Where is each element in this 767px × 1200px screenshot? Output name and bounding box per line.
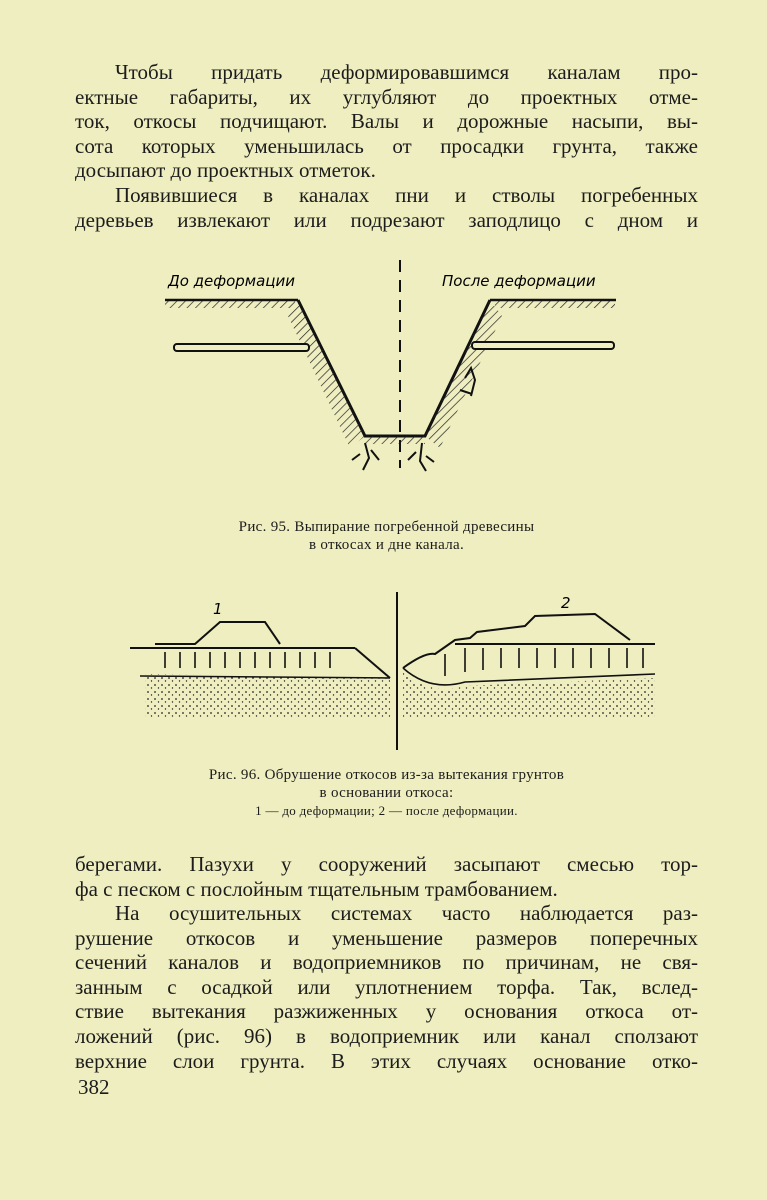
- slope-hatch-right: [425, 300, 502, 448]
- figure-95-diagram: [160, 258, 630, 493]
- caption-line: Рис. 95. Выпирание погребенной древесины: [238, 519, 535, 535]
- text-line: ложений (рис. 96) в водоприемник или канал сползают: [75, 1023, 698, 1048]
- paragraph-last: [75, 901, 698, 1073]
- text-line: ектные габариты, их углубляют до проектных отме-: [75, 84, 698, 109]
- root-right: [408, 443, 434, 471]
- text-line: рушение откосов и уменьшение размеров поперечных: [75, 925, 698, 950]
- embankment-before: [155, 622, 280, 644]
- paragraph-top: [75, 60, 698, 183]
- sand-layer-left: [145, 674, 390, 717]
- buried-log-left: [174, 344, 309, 351]
- label-before-deformation: До деформации: [168, 272, 296, 290]
- caption-legend: 1 — до деформации; 2 — после деформации.: [255, 803, 518, 818]
- text-line: верхние слои грунта. В этих случаях основание отко-: [75, 1048, 698, 1073]
- slope-hatch-left: [288, 300, 365, 448]
- bottom-hatch: [365, 436, 425, 444]
- paragraph-bottom: [75, 852, 698, 901]
- text-line: ток, откосы подчищают. Валы и дорожные насыпи, вы-: [75, 109, 698, 134]
- embankment-after: [403, 614, 630, 668]
- text-line: сечений каналов и водоприемников по причинам, не свя-: [75, 950, 698, 975]
- text-line: деревьев извлекают или подрезают заподлицо с дном и: [75, 207, 698, 232]
- marker-2: 2: [561, 594, 571, 612]
- caption-line: в откосах и дне канала.: [308, 537, 464, 553]
- slope-left: [355, 648, 390, 678]
- text-line: досыпают до проектных отметок.: [75, 158, 376, 183]
- label-after-deformation: После деформации: [442, 272, 596, 290]
- text-line: На осушительных системах часто наблюдается раз-: [115, 901, 698, 925]
- buried-log-right: [472, 342, 614, 349]
- text-line: берегами. Пазухи у сооружений засыпают смесью тор-: [75, 852, 698, 876]
- figure-96-caption: [75, 766, 698, 820]
- caption-line: Рис. 96. Обрушение откосов из-за вытекания грунтов: [208, 767, 565, 783]
- page-number: 382: [78, 1075, 110, 1099]
- text-line: Чтобы придать деформировавшимся каналам про-: [115, 60, 698, 84]
- marker-1: 1: [213, 600, 223, 618]
- paragraph-second: [75, 183, 698, 232]
- caption-line: в основании откоса:: [319, 785, 454, 801]
- arrows-left: [165, 652, 330, 668]
- text-line: Появившиеся в каналах пни и стволы погребенных: [115, 183, 698, 207]
- figure-95-caption: [75, 518, 698, 554]
- figure-96-diagram: [125, 592, 660, 752]
- text-line: занным с осадкой или уплотнением торфа. Так, вслед-: [75, 974, 698, 999]
- arrows-right: [445, 648, 643, 676]
- text-line: сота которых уменьшилась от просадки грунта, также: [75, 133, 698, 158]
- text-line: фа с песком с послойным тщательным трамбованием.: [75, 876, 558, 901]
- root-left: [352, 443, 379, 470]
- text-line: ствие вытекания разжиженных у основания откоса от-: [75, 999, 698, 1024]
